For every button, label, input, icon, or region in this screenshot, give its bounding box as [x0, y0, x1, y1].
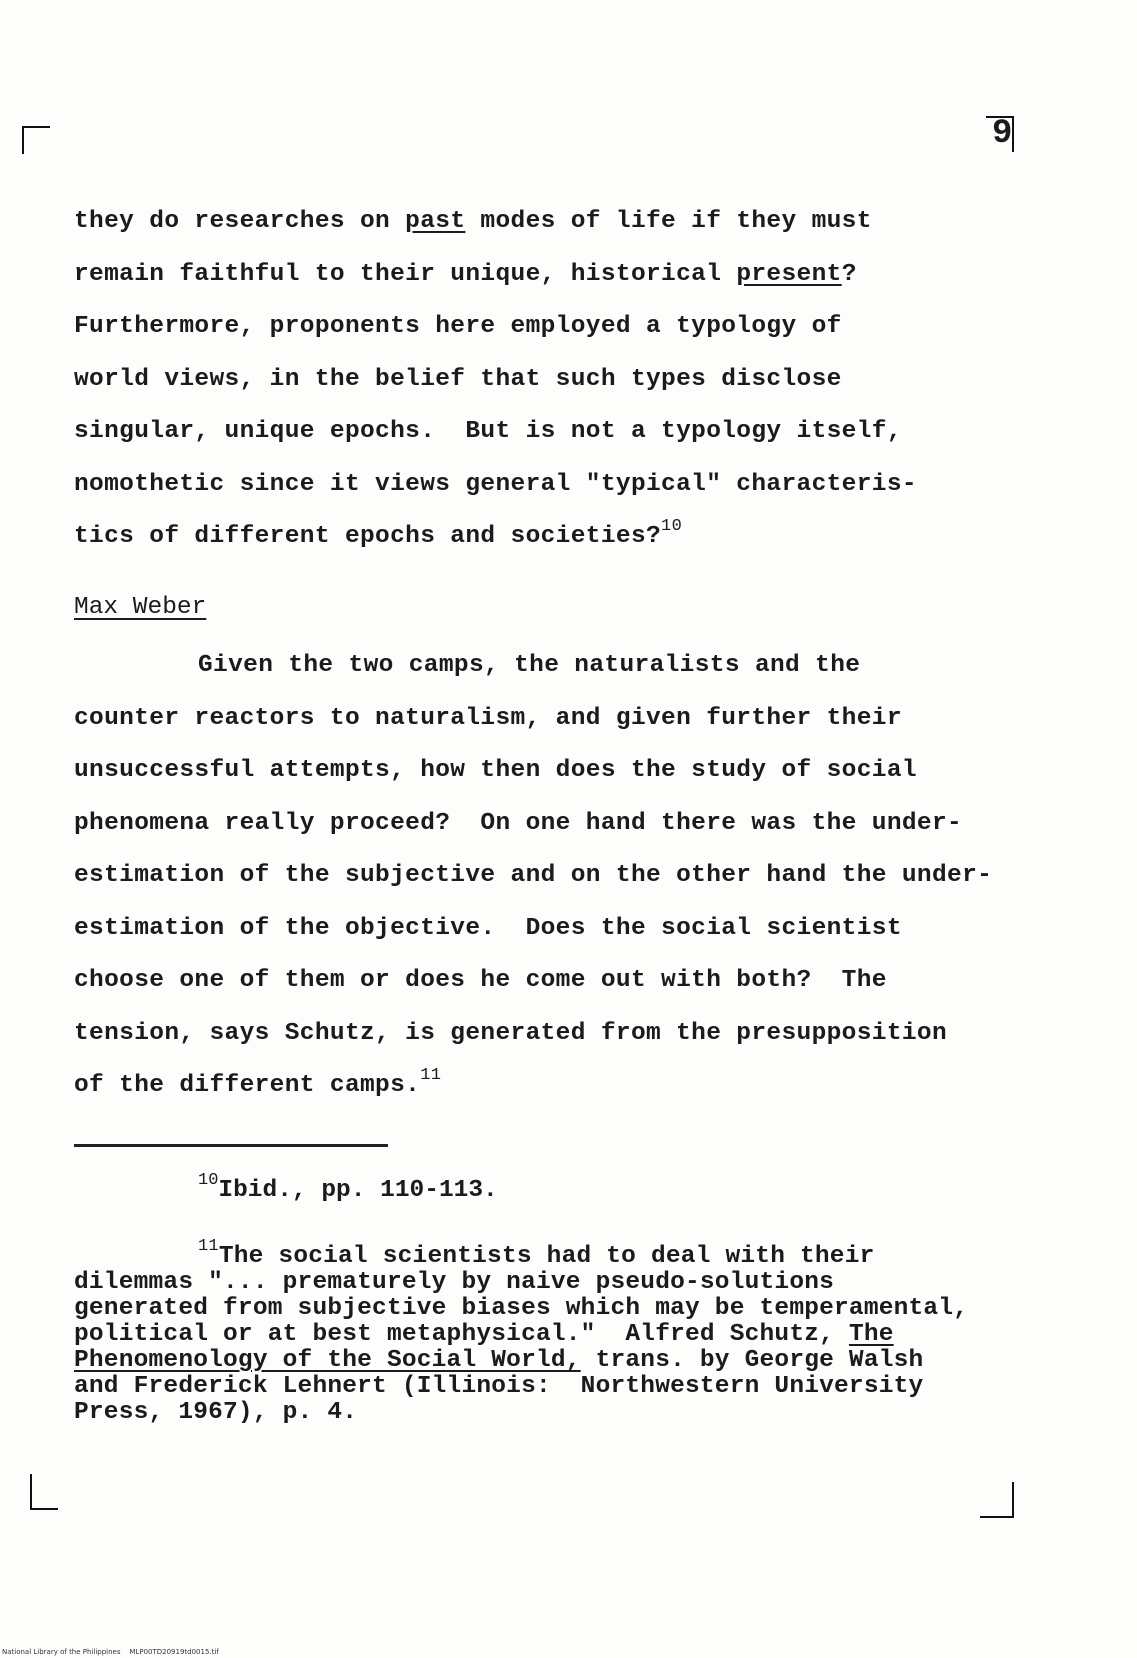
footnote-11-line: political or at best metaphysical." Alfred Schutz, The	[74, 1321, 894, 1348]
crop-mark-bottom-right	[980, 1482, 1014, 1518]
library-name: National Library of the Philippines	[2, 1648, 121, 1656]
footnote-11-line: generated from subjective biases which may be temperamental,	[74, 1295, 969, 1322]
paragraph-1-line: remain faithful to their unique, historical present?	[74, 260, 857, 288]
underlined-word-present: present	[736, 260, 842, 288]
footnote-mark-10: 10	[198, 1171, 219, 1190]
paragraph-2-line: phenomena really proceed? On one hand there was the under-	[74, 809, 963, 837]
footnote-11-line: Press, 1967), p. 4.	[74, 1399, 358, 1426]
paragraph-1-line: world views, in the belief that such types disclose	[74, 365, 842, 393]
paragraph-1-line: nomothetic since it views general "typical" characteris-	[74, 470, 917, 498]
footnote-divider	[74, 1144, 388, 1147]
paragraph-2-line: choose one of them or does he come out with both? The	[74, 967, 887, 994]
footnote-ref-10: 10	[661, 517, 683, 536]
paragraph-2-line: counter reactors to naturalism, and given further their	[74, 704, 902, 732]
book-title: The	[848, 1321, 894, 1348]
section-heading: Max Weber	[74, 594, 207, 621]
scan-footer	[2, 1648, 219, 1656]
paragraph-2	[74, 640, 1074, 1113]
underlined-word-past: past	[405, 208, 466, 235]
footnote-11-line: $^{11}$The social scientists had to deal with their	[198, 1237, 875, 1270]
footnote-10: $^{10}$Ibid., pp. 110-113.	[198, 1171, 498, 1204]
paragraph-1	[74, 196, 1064, 564]
footnote-ref-11: 11	[420, 1066, 442, 1085]
book-title: Phenomenology of the Social World,	[74, 1347, 581, 1374]
footnote-mark-11: 11	[198, 1237, 219, 1256]
crop-mark-bottom-left	[30, 1474, 58, 1510]
paragraph-2-line: tension, says Schutz, is generated from the presupposition	[74, 1019, 948, 1047]
paragraph-2-line: of the different camps.$^{11}$	[74, 1066, 442, 1099]
paragraph-2-line: estimation of the subjective and on the other hand the under-	[74, 862, 993, 889]
paragraph-2-line: Given the two camps, the naturalists and the	[198, 652, 861, 679]
paragraph-1-line: Furthermore, proponents here employed a typology of	[74, 313, 842, 340]
file-id: MLP00TD20919td0015.tif	[129, 1648, 219, 1656]
page-number: 9	[992, 115, 1013, 153]
crop-mark-top-left	[22, 126, 50, 154]
paragraph-1-line: tics of different epochs and societies?$^{10}$	[74, 517, 683, 550]
paragraph-1-line: they do researches on past modes of life if they must	[74, 208, 872, 235]
paragraph-1-line: singular, unique epochs. But is not a typology itself,	[74, 418, 902, 445]
footnote-11-line: and Frederick Lehnert (Illinois: Northwestern University	[74, 1373, 924, 1400]
paragraph-2-line: unsuccessful attempts, how then does the study of social	[74, 757, 917, 784]
paragraph-2-line: estimation of the objective. Does the social scientist	[74, 914, 902, 942]
footnote-11	[74, 1237, 969, 1426]
footnote-11-line: dilemmas "... prematurely by naive pseudo-solutions	[74, 1269, 835, 1296]
footnote-11-line: Phenomenology of the Social World, trans. by George Walsh	[74, 1347, 924, 1374]
